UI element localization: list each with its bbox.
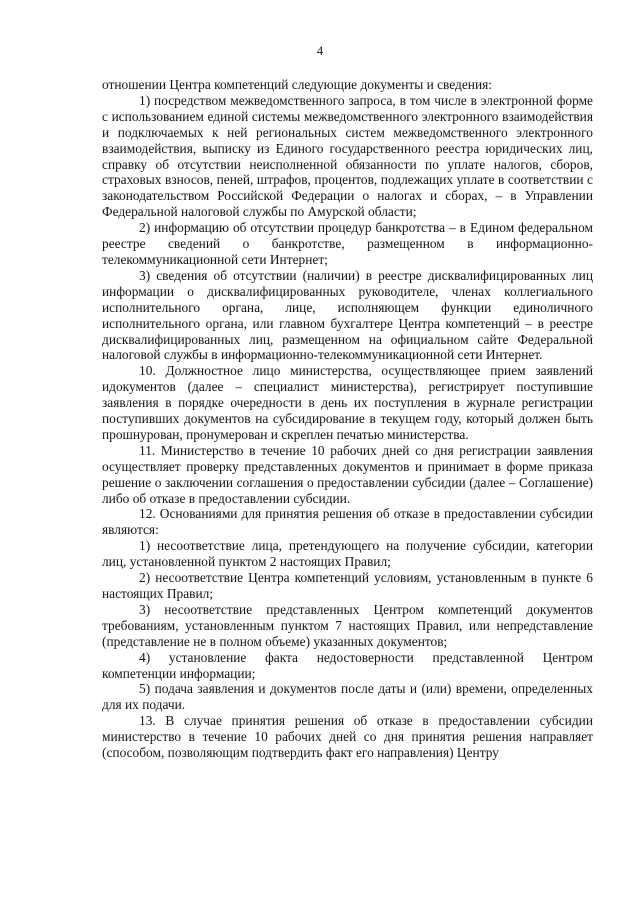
paragraph-ground-3: 3) несоответствие представленных Центром компетенций документов требованиям, установленным пунктом 7 настоящих Правил, или непредставление (представление не в полном объеме) указанных документов; — [102, 601, 593, 649]
paragraph-intro: отношении Центра компетенций следующие документы и сведения: — [102, 77, 493, 92]
paragraph-ground-5: 5) подача заявления и документов после даты и (или) времени, определенных для их подачи. — [102, 681, 593, 713]
paragraph-item-1-egrul: 1) посредством межведомственного запроса, в том числе в электронной форме с использованием единой системы межведомственного электронного взаимодействия и подключаемых к ней региональных систем межведомственного электронного взаимодействия, выписку из Единого государственного реестра юридических лиц, справку об отсутствии неисполненной обязанности по уплате налогов, сборов, страховых взносов, пеней, штрафов, процентов, подлежащих уплате в соответствии с законодательством Российской Федерации о налогах и сборах, – в Управлении Федеральной налоговой службы по Амурской области; — [102, 92, 593, 220]
document-body — [102, 77, 593, 761]
paragraph-item-2-bankruptcy: 2) информацию об отсутствии процедур банкротства – в Едином федеральном реестре сведений о банкротстве, размещенном в информационно-телекоммуникационной сети Интернет; — [102, 220, 593, 267]
paragraph-clause-11: 11. Министерство в течение 10 рабочих дней со дня регистрации заявления осуществляет проверку представленных документов и принимает в форме приказа решение о заключении соглашения о предоставлении субсидии (далее – Соглашение) либо об отказе в предоставлении субсидии. — [102, 442, 593, 506]
paragraph-clause-10: 10. Должностное лицо министерства, осуществляющее прием заявлений идокументов (далее – специалист министерства), регистрирует поступившие заявления в порядке очередности в день их поступления в журнале регистрации поступивших документов на субсидирование в текущем году, который должен быть прошнурован, пронумерован и скреплен печатью министерства. — [102, 363, 593, 442]
paragraph-ground-1: 1) несоответствие лица, претендующего на получение субсидии, категории лиц, установленной пунктом 2 настоящих Правил; — [102, 538, 593, 570]
paragraph-clause-12: 12. Основаниями для принятия решения об отказе в предоставлении субсидии являются: — [102, 506, 593, 538]
paragraph-clause-13: 13. В случае принятия решения об отказе в предоставлении субсидии министерство в течение 10 рабочих дней со дня принятия решения направляет (способом, позволяющим подтвердить факт его направления) Центру — [102, 713, 593, 761]
paragraph-item-3-disqualified: 3) сведения об отсутствии (наличии) в реестре дисквалифицированных лиц информации о дисквалифицированных руководителе, членах коллегиального исполнительного органа, лице, исполняющем функции единоличного исполнительного органа, или главном бухгалтере Центра компетенций – в реестре дисквалифицированных лиц, размещенном на официальном сайте Федеральной налоговой службы в информационно-телекоммуникационной сети Интернет. — [102, 267, 593, 363]
paragraph-ground-2: 2) несоответствие Центра компетенций условиям, установленным в пункте 6 настоящих Правил; — [102, 570, 593, 601]
paragraph-ground-4: 4) установление факта недостоверности представленной Центром компетенции информации; — [102, 649, 593, 681]
page-number: 4 — [316, 44, 324, 58]
